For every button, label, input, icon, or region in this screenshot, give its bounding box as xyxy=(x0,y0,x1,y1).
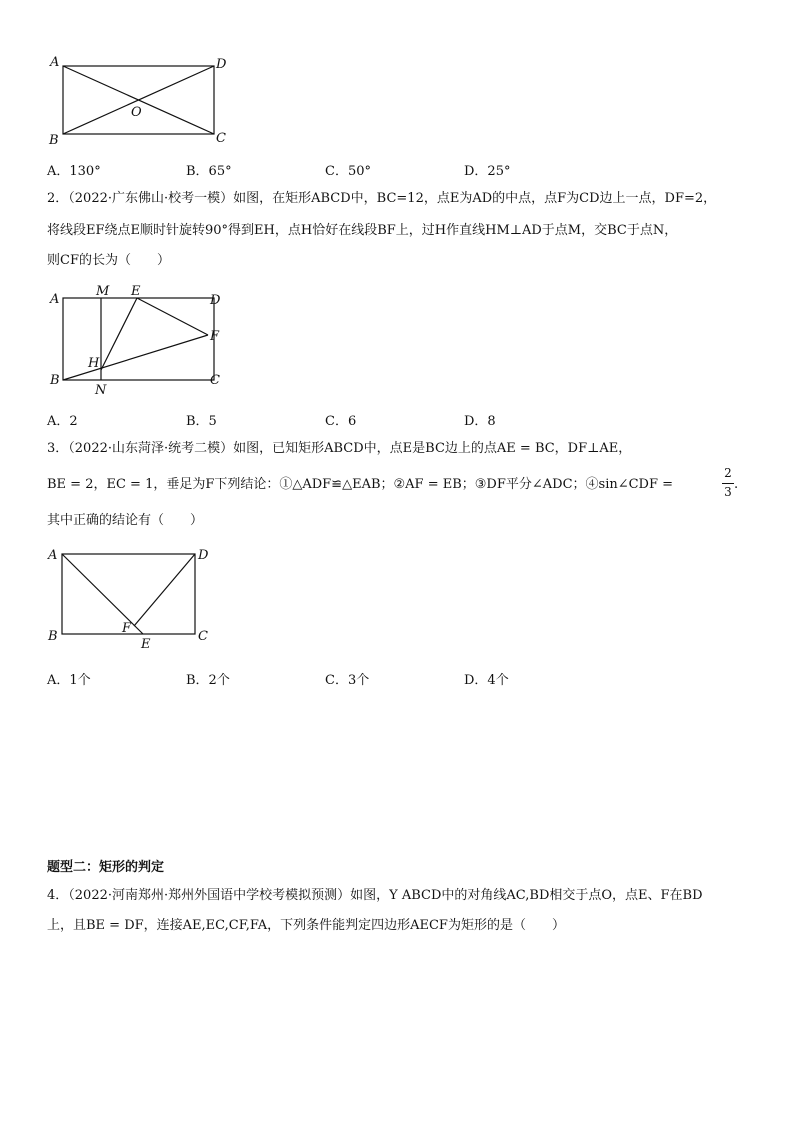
q1-option-c[interactable]: C．50° xyxy=(325,164,371,179)
q2-label-b: B xyxy=(50,373,60,388)
q2-text-line3: 则CF的长为（ ） xyxy=(47,253,170,268)
q2-text-line2: 将线段EF绕点E顺时针旋转90°得到EH，点H恰好在线段BF上，过H作直线HM⊥AD于点M，交BC于点N， xyxy=(47,223,678,238)
q3-option-a[interactable]: A．1个 xyxy=(47,673,91,688)
q2-option-c[interactable]: C．6 xyxy=(325,414,357,429)
q3-text-line1: 3．（2022·山东菏泽·统考二模）如图，已知矩形ABCD中，点E是BC边上的点AE = BC，DF⊥AE， xyxy=(47,441,632,456)
q3-option-d[interactable]: D．4个 xyxy=(464,673,509,688)
q3-label-e: E xyxy=(141,637,151,652)
q2-label-a: A xyxy=(50,292,60,307)
section-heading: 题型二：矩形的判定 xyxy=(47,860,165,875)
q2-rectangle xyxy=(63,298,214,380)
q2-line-bf xyxy=(63,335,208,380)
q3-fraction-period: . xyxy=(734,477,739,492)
q3-option-b[interactable]: B．2个 xyxy=(186,673,230,688)
q2-label-c: C xyxy=(210,373,220,388)
q3-option-c[interactable]: C．3个 xyxy=(325,673,370,688)
q3-text-line2: BE = 2，EC = 1，垂足为F下列结论：①△ADF≌△EAB；②AF = EB；③DF平分∠ADC；④sin∠CDF = xyxy=(47,477,674,492)
q4-text-line2: 上，且BE = DF，连接AE,EC,CF,FA，下列条件能判定四边形AECF为矩形的是（ ） xyxy=(47,918,565,933)
q3-line-df xyxy=(134,554,195,626)
q2-text-line1: 2．（2022·广东佛山·校考一模）如图，在矩形ABCD中，BC=12，点E为AD的中点，点F为CD边上一点，DF=2， xyxy=(47,191,717,206)
q2-label-f: F xyxy=(210,329,220,344)
q2-label-n: N xyxy=(95,383,107,398)
q1-option-d[interactable]: D．25° xyxy=(464,164,511,179)
q3-label-a: A xyxy=(48,548,58,563)
q2-label-m: M xyxy=(96,284,110,299)
q2-label-d: D xyxy=(210,293,221,308)
q1-label-b: B xyxy=(49,133,59,148)
q2-option-a[interactable]: A．2 xyxy=(47,414,78,429)
q2-option-d[interactable]: D．8 xyxy=(464,414,496,429)
q2-option-b[interactable]: B．5 xyxy=(186,414,217,429)
q1-option-b[interactable]: B．65° xyxy=(186,164,232,179)
q1-label-o: O xyxy=(131,105,142,120)
q1-figure xyxy=(40,50,240,150)
q3-fraction-bar xyxy=(722,483,734,484)
q2-label-h: H xyxy=(88,356,100,371)
q3-label-b: B xyxy=(48,629,58,644)
q2-line-ef xyxy=(137,298,208,335)
q2-label-e: E xyxy=(131,284,141,299)
q3-label-d: D xyxy=(198,548,209,563)
q3-text-line3: 其中正确的结论有（ ） xyxy=(47,513,204,528)
q3-label-f: F xyxy=(122,621,132,636)
q1-label-c: C xyxy=(216,131,226,146)
q1-label-a: A xyxy=(50,55,60,70)
q3-figure xyxy=(40,540,240,655)
q2-figure xyxy=(40,282,240,397)
q1-label-d: D xyxy=(216,57,227,72)
q3-label-c: C xyxy=(198,629,208,644)
q3-fraction-numerator: 2 xyxy=(724,466,732,480)
q4-text-line1: 4．（2022·河南郑州·郑州外国语中学校考模拟预测）如图，Y ABCD中的对角线AC,BD相交于点O，点E、F在BD xyxy=(47,888,703,903)
q1-option-a[interactable]: A．130° xyxy=(47,164,101,179)
q3-fraction-denominator: 3 xyxy=(724,485,732,499)
